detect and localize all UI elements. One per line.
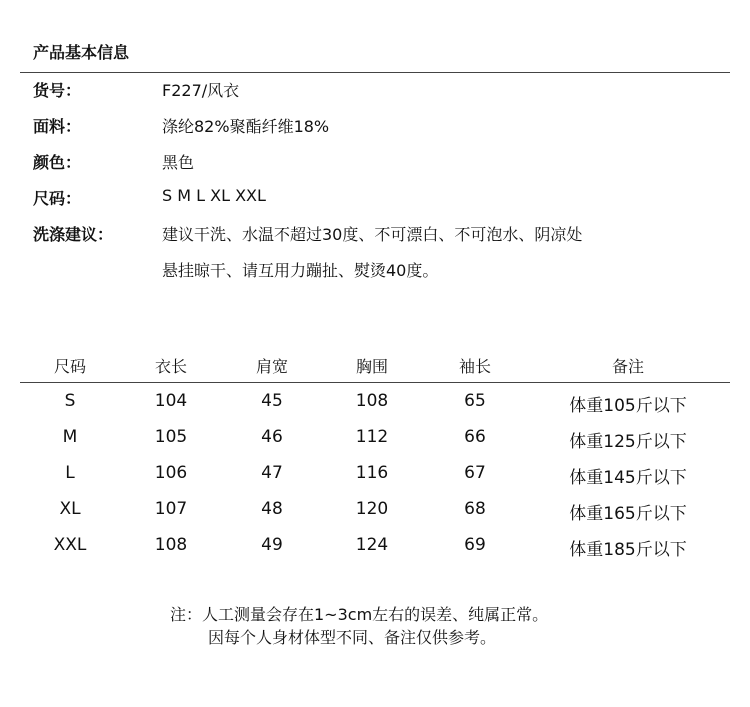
cell-chest: 124 [355, 535, 389, 555]
cell-length: 106 [154, 463, 188, 483]
table-row [20, 427, 730, 463]
cell-length: 107 [154, 499, 188, 519]
cell-remark: 体重165斤以下 [569, 504, 687, 524]
cell-remark: 体重125斤以下 [569, 432, 687, 452]
title-divider [20, 72, 730, 73]
measurement-note: 注：人工测量会存在1~3cm左右的误差、纯属正常。 [170, 605, 549, 624]
spec-label-color: 颜色： [33, 153, 82, 172]
spec-label-size: 尺码： [33, 189, 82, 208]
cell-remark: 体重105斤以下 [569, 396, 687, 416]
spec-value-size: S M L XL XXL [162, 186, 266, 205]
cell-length: 104 [154, 391, 188, 411]
size-table [20, 352, 730, 571]
cell-sleeve: 66 [464, 427, 486, 447]
spec-label-fabric: 面料： [33, 117, 82, 136]
table-row [20, 463, 730, 499]
table-row [20, 535, 730, 571]
spec-label-sku: 货号： [33, 81, 82, 100]
spec-label-wash: 洗涤建议： [33, 225, 114, 244]
cell-chest: 112 [355, 427, 389, 447]
spec-value-wash-continued: 悬挂晾干、请互用力蹦扯、熨烫40度。 [162, 261, 439, 280]
spec-value-color: 黑色 [162, 153, 195, 172]
cell-chest: 116 [355, 463, 389, 483]
table-row [20, 499, 730, 535]
spec-value-sku: F227/风衣 [162, 81, 240, 100]
header-sleeve: 袖长 [458, 357, 492, 376]
cell-shoulder: 47 [261, 463, 283, 483]
cell-chest: 108 [355, 391, 389, 411]
cell-remark: 体重145斤以下 [569, 468, 687, 488]
cell-sleeve: 69 [464, 535, 486, 555]
cell-sleeve: 68 [464, 499, 486, 519]
table-row [20, 391, 730, 427]
size-table-header [20, 352, 730, 382]
cell-sleeve: 65 [464, 391, 486, 411]
cell-size: M [62, 427, 78, 447]
section-title: 产品基本信息 [33, 43, 130, 62]
cell-size: XXL [53, 535, 87, 555]
cell-shoulder: 46 [261, 427, 283, 447]
cell-shoulder: 45 [261, 391, 283, 411]
cell-size: XL [59, 499, 81, 519]
table-divider [20, 382, 730, 383]
spec-value-wash: 建议干洗、水温不超过30度、不可漂白、不可泡水、阴凉处 [162, 225, 583, 244]
cell-remark: 体重185斤以下 [569, 540, 687, 560]
cell-shoulder: 48 [261, 499, 283, 519]
cell-size: S [64, 391, 76, 411]
cell-chest: 120 [355, 499, 389, 519]
spec-value-fabric: 涤纶82%聚酯纤维18% [162, 117, 330, 136]
header-shoulder: 肩宽 [255, 357, 289, 376]
cell-size: L [65, 463, 75, 483]
header-length: 衣长 [154, 357, 188, 376]
cell-length: 108 [154, 535, 188, 555]
header-chest: 胸围 [355, 357, 389, 376]
cell-sleeve: 67 [464, 463, 486, 483]
header-remark: 备注 [611, 357, 645, 376]
cell-length: 105 [154, 427, 188, 447]
measurement-note-continued: 因每个人身材体型不同、备注仅供参考。 [208, 628, 497, 647]
header-size: 尺码 [53, 357, 87, 376]
cell-shoulder: 49 [261, 535, 283, 555]
